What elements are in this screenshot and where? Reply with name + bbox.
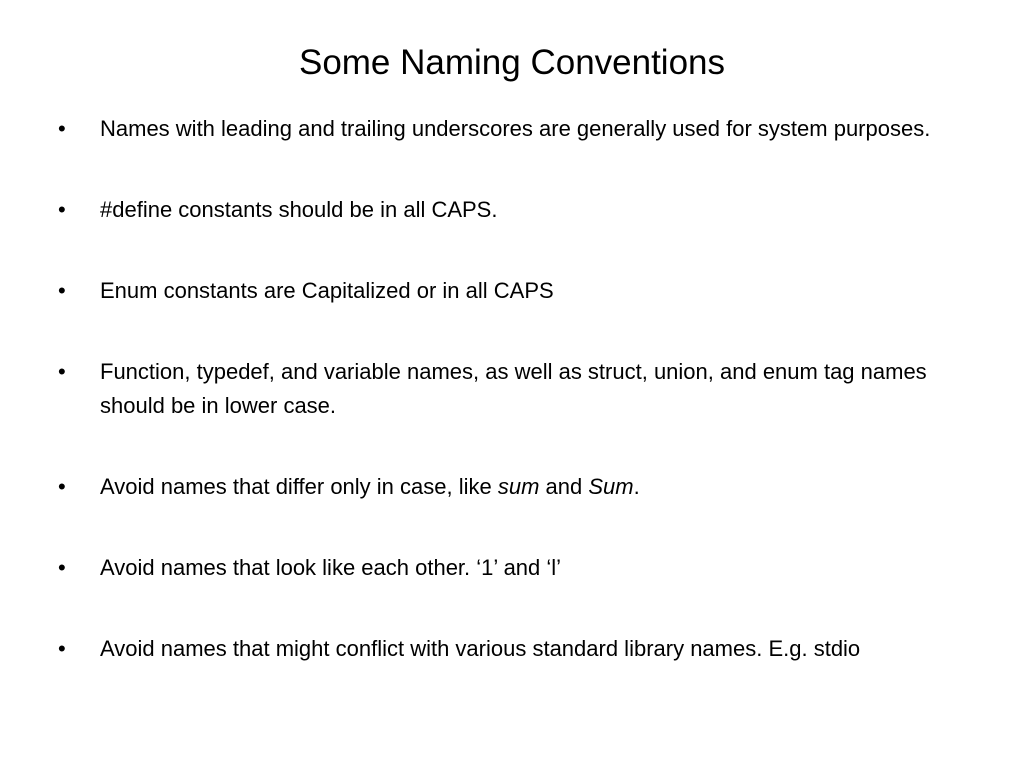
bullet-icon: • — [58, 359, 66, 384]
bullet-text-middle: and — [539, 474, 589, 499]
bullet-text: Names with leading and trailing underscores are generally used for system purposes. — [100, 116, 931, 141]
bullet-text — [100, 474, 640, 499]
bullet-item — [58, 355, 968, 423]
bullet-item — [58, 112, 968, 146]
bullet-item — [58, 274, 968, 308]
bullet-text-after: . — [633, 474, 640, 499]
bullet-text: Avoid names that look like each other. ‘1’ and ‘l’ — [100, 555, 562, 580]
bullet-icon: • — [58, 278, 66, 303]
bullet-text-before: Avoid names that differ only in case, like — [100, 474, 498, 499]
bullet-icon: • — [58, 555, 66, 580]
bullet-text: Function, typedef, and variable names, as well as struct, union, and enum tag names should be in lower case. — [100, 359, 927, 418]
bullet-icon: • — [58, 474, 66, 499]
bullet-list — [58, 112, 968, 713]
bullet-item — [58, 551, 968, 585]
bullet-text: Avoid names that might conflict with various standard library names. E.g. stdio — [100, 636, 861, 661]
bullet-item — [58, 193, 968, 227]
italic-word-Sum: Sum — [588, 474, 634, 499]
bullet-text: Enum constants are Capitalized or in all CAPS — [100, 278, 554, 303]
bullet-text: #define constants should be in all CAPS. — [100, 197, 498, 222]
italic-word-sum: sum — [497, 474, 540, 499]
bullet-icon: • — [58, 636, 66, 661]
bullet-item — [58, 470, 968, 504]
bullet-icon: • — [58, 116, 66, 141]
bullet-icon: • — [58, 197, 66, 222]
slide-title: Some Naming Conventions — [298, 43, 726, 82]
bullet-item — [58, 632, 968, 666]
